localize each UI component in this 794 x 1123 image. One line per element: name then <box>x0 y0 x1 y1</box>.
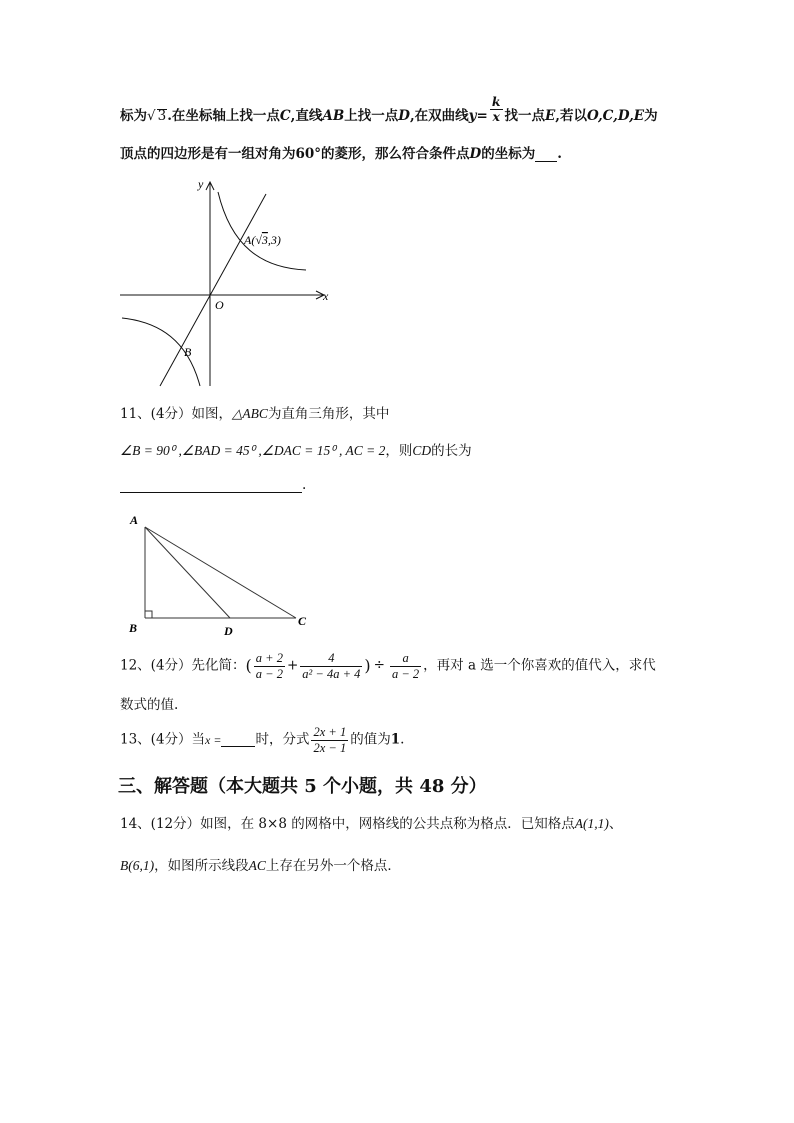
point-b-label: B <box>184 345 192 359</box>
line-ab <box>160 194 266 386</box>
q10-text: 标为 <box>120 108 147 124</box>
answer-blank[interactable] <box>535 149 557 162</box>
answer-blank[interactable] <box>120 480 302 493</box>
q14-text: 14、(12分）如图，在 8×8 的网格中，网格线的公共点称为格点．已知格点 <box>120 816 575 832</box>
q10-text: 为 <box>644 108 658 124</box>
q10-var: AB <box>322 108 345 124</box>
q12-fraction-1 <box>254 652 285 680</box>
q13-text: . <box>400 731 405 748</box>
q11-triangle: △ABC <box>232 406 268 421</box>
q11-conditions: ∠B = 90⁰ ,∠BAD = 45⁰ ,∠DAC = 15⁰ , AC = 2 <box>120 443 386 458</box>
label-c: C <box>298 614 307 628</box>
q13-value: 1 <box>390 731 401 748</box>
q12-number: 12、(4分）先化简： <box>120 657 246 674</box>
frac-den: x <box>492 109 500 124</box>
y-label: y <box>198 177 204 191</box>
q14-line2 <box>120 859 401 874</box>
point-a-label: A(√3,3) <box>244 233 281 247</box>
sqrt-symbol: √ <box>147 108 156 124</box>
segment-ad <box>145 527 230 618</box>
q11-number: 11、(4分）如图， <box>120 406 233 422</box>
hyperbola-branch-1 <box>218 192 306 270</box>
label-b: B <box>129 621 138 635</box>
q14-point-a: A(1,1) <box>574 816 609 831</box>
q10-fraction <box>490 93 503 124</box>
q11-text: 为直角三角形，其中 <box>267 406 390 422</box>
q14-point-b: B(6,1) <box>120 858 155 873</box>
label-a: A <box>130 513 139 527</box>
q11-line2 <box>120 444 472 459</box>
paren-open: ( <box>245 656 252 675</box>
q11-text: . <box>302 477 307 493</box>
q10-text: 找一点 <box>504 108 545 124</box>
q10-text: ,直线 <box>290 108 323 124</box>
q10-line2 <box>120 148 562 162</box>
frac-den: a − 2 <box>255 666 283 681</box>
q12-plus: + <box>286 657 299 674</box>
q10-sqrt: 3 <box>157 108 167 124</box>
q10-text: ,在双曲线 <box>409 108 469 124</box>
q13-line1 <box>120 726 404 754</box>
origin-label: O <box>215 298 224 312</box>
q14-line1 <box>120 817 622 832</box>
section-heading: 三、解答题（本大题共 5 个小题，共 48 分） <box>118 776 487 797</box>
q14-text: 上存在另外一个格点． <box>265 858 401 874</box>
q13-text: 的值为 <box>350 731 391 748</box>
right-angle-mark <box>145 611 152 618</box>
q10-text: ,若以 <box>555 108 587 124</box>
q10-var: D <box>469 146 482 162</box>
q11-line1 <box>120 407 389 422</box>
frac-den: 2x − 1 <box>313 740 347 755</box>
q10-text: 的菱形，那么符合条件点 <box>321 146 470 162</box>
q10-graph <box>116 176 336 388</box>
q14-text: ，如图所示线段 <box>154 858 249 874</box>
q10-text: . <box>557 146 562 162</box>
q12-div: ÷ <box>373 657 385 674</box>
frac-num: 2x + 1 <box>313 725 347 739</box>
frac-num: a + 2 <box>255 651 283 665</box>
q14-text: 、 <box>608 816 623 832</box>
q11-var: CD <box>412 443 432 458</box>
label-d: D <box>224 624 233 638</box>
frac-num: k <box>491 93 501 109</box>
segment-ac <box>145 527 296 618</box>
q11-text: 的长为 <box>431 443 472 459</box>
q12-line2: 数式的值. <box>120 697 179 713</box>
frac-den: a² − 4a + 4 <box>302 666 361 681</box>
q14-var: AC <box>248 858 266 873</box>
frac-den: a − 2 <box>391 666 420 681</box>
q10-var: y= <box>468 108 488 124</box>
q10-text: 60° <box>295 146 322 162</box>
frac-num: 4 <box>300 652 362 667</box>
q13-text: 时，分式 <box>255 731 310 748</box>
q12-text: ，再对 a 选一个你喜欢的值代入，求代 <box>423 657 656 674</box>
q10-text: 顶点的四边形是有一组对角为 <box>120 146 296 162</box>
q10-var: C <box>279 108 291 124</box>
q10-text: 上找一点 <box>344 108 399 124</box>
q10-text: .在坐标轴上找一点 <box>167 108 280 124</box>
q12-line1 <box>120 652 656 680</box>
q11-triangle-figure <box>122 510 322 640</box>
q13-fraction <box>311 726 348 754</box>
q13-var: x = <box>205 733 222 747</box>
q11-line3 <box>120 479 306 493</box>
q12-fraction-3 <box>390 652 421 680</box>
q13-number: 13、(4分）当 <box>120 731 206 748</box>
q10-var: E <box>545 108 556 124</box>
x-label: x <box>323 289 329 303</box>
paren-close: ) <box>364 656 371 675</box>
answer-blank[interactable] <box>221 734 255 747</box>
q12-fraction-2 <box>300 652 362 680</box>
q11-text: ，则 <box>385 443 413 459</box>
q10-var: O,C,D,E <box>587 108 645 124</box>
q10-var: D <box>398 108 410 124</box>
q10-text: 的坐标为 <box>481 146 536 162</box>
q10-line1 <box>120 93 658 124</box>
frac-num: a <box>390 652 421 667</box>
